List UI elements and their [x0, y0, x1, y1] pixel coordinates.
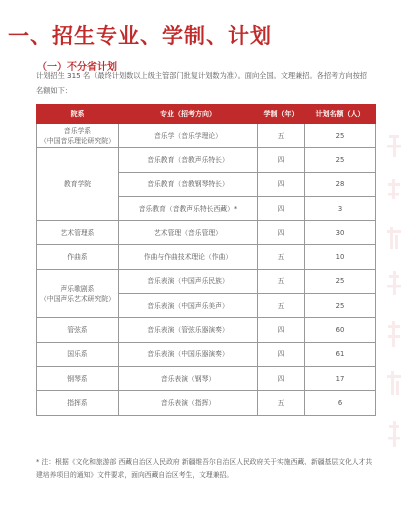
cell-years: 五: [258, 294, 305, 318]
calligraphy-watermark-icon: [385, 135, 401, 475]
table-row: [37, 148, 376, 172]
cell-quota: 25: [305, 124, 376, 148]
cell-years: 四: [258, 221, 305, 245]
cell-major: 艺术管理（音乐管理）: [119, 221, 258, 245]
cell-quota: 3: [305, 196, 376, 220]
cell-major: 音乐表演（中国声乐美声）: [119, 294, 258, 318]
table-row: [37, 366, 376, 390]
cell-department: 钢琴系: [37, 366, 119, 390]
cell-years: 五: [258, 124, 305, 148]
cell-years: 四: [258, 172, 305, 196]
cell-major: 作曲与作曲技术理论（作曲）: [119, 245, 258, 269]
table-row: [37, 391, 376, 415]
cell-years: 四: [258, 148, 305, 172]
cell-years: 四: [258, 342, 305, 366]
cell-major: 音乐表演（钢琴）: [119, 366, 258, 390]
header-major: 专业（招考方向）: [119, 105, 258, 124]
enrollment-table: [36, 104, 376, 416]
cell-quota: 61: [305, 342, 376, 366]
header-years: 学制（年）: [258, 105, 305, 124]
cell-department: 国乐系: [37, 342, 119, 366]
cell-major: 音乐表演（中国声乐民族）: [119, 269, 258, 293]
cell-department: 艺术管理系: [37, 221, 119, 245]
section-heading: 一、招生专业、学制、计划: [8, 24, 272, 48]
cell-department: 管弦系: [37, 318, 119, 342]
cell-major: 音乐教育（音教声乐特长西藏）*: [119, 196, 258, 220]
intro-paragraph: 计划招生 315 名（最终计划数以上级主管部门批复计划数为准）。面向全国。文理兼招。各招考方向按招名额如下：: [36, 71, 367, 95]
cell-major: 音乐学（音乐学理论）: [119, 124, 258, 148]
footnote: * 注：根据《文化和旅游部 西藏自治区人民政府 新疆维吾尔自治区人民政府关于实施西藏、新疆基层文化人才共建培养项目的通知》文件要求，面向西藏自治区考生，文理兼招。: [36, 458, 373, 479]
table-row: [37, 318, 376, 342]
cell-years: 四: [258, 318, 305, 342]
cell-major: 音乐表演（中国乐器演奏）: [119, 342, 258, 366]
cell-major: 音乐教育（音教钢琴特长）: [119, 172, 258, 196]
table-row: [37, 342, 376, 366]
cell-quota: 6: [305, 391, 376, 415]
cell-quota: 25: [305, 148, 376, 172]
table-row: [37, 245, 376, 269]
cell-quota: 17: [305, 366, 376, 390]
cell-years: 五: [258, 245, 305, 269]
header-quota: 计划名额（人）: [305, 105, 376, 124]
cell-quota: 28: [305, 172, 376, 196]
cell-years: 五: [258, 391, 305, 415]
cell-quota: 10: [305, 245, 376, 269]
cell-major: 音乐教育（音教声乐特长）: [119, 148, 258, 172]
table-row: [37, 221, 376, 245]
table-row: [37, 269, 376, 293]
cell-quota: 30: [305, 221, 376, 245]
cell-quota: 25: [305, 294, 376, 318]
cell-department: 音乐学系 （中国音乐理论研究院）: [37, 124, 119, 148]
cell-department: 作曲系: [37, 245, 119, 269]
cell-years: 四: [258, 196, 305, 220]
table-row: [37, 124, 376, 148]
cell-department: 指挥系: [37, 391, 119, 415]
subsection-heading: （一）不分省计划: [37, 62, 117, 73]
cell-years: 五: [258, 269, 305, 293]
header-department: 院系: [37, 105, 119, 124]
cell-department: 声乐歌剧系 （中国声乐艺术研究院）: [37, 269, 119, 318]
cell-years: 四: [258, 366, 305, 390]
cell-quota: 60: [305, 318, 376, 342]
cell-major: 音乐表演（指挥）: [119, 391, 258, 415]
cell-major: 音乐表演（管弦乐器演奏）: [119, 318, 258, 342]
cell-quota: 25: [305, 269, 376, 293]
table-header-row: [37, 105, 376, 124]
cell-department: 教育学院: [37, 148, 119, 221]
